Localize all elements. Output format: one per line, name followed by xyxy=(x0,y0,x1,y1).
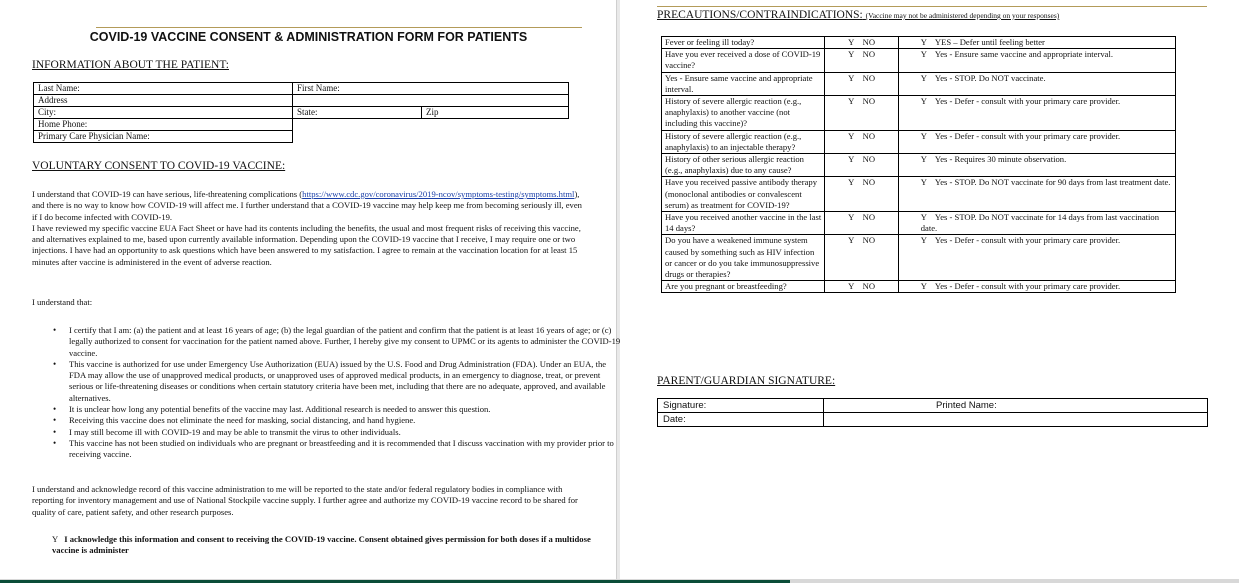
precaution-row xyxy=(662,177,1176,212)
empty-cell xyxy=(293,119,569,131)
signature-table xyxy=(657,398,1208,427)
answer-cell[interactable]: Y Yes - Defer - consult with your primary care provider. xyxy=(898,281,1175,293)
cdc-symptoms-link[interactable]: https://www.cdc.gov/coronavirus/2019-ncov/symptoms-testing/symptoms.html xyxy=(302,189,575,199)
para1-text-b: ), and there is no way to know how COVID-19 will affect me. I further understand that a COVID-19 vaccine may help keep me from becoming seriously ill, even if I do become infected with COVID-19. xyxy=(32,189,582,222)
question-cell: History of severe allergic reaction (e.g., anaphylaxis) to another vaccine (not including this vaccine)? xyxy=(662,96,825,131)
bullet-item: • I certify that I am: (a) the patient and at least 16 years of age; (b) the legal guardian of the patient and confirm that the patient is at least 16 years of age; or (c) legally authorized to consent for vaccination for the patient named above. Further, I hereby give my consent to UPMC or its agents to administer the COVID-19 vaccine. xyxy=(69,325,621,359)
precaution-row xyxy=(662,49,1176,72)
question-cell: Yes - Ensure same vaccine and appropriate interval. xyxy=(662,72,825,95)
bullet-item: • This vaccine has not been studied on individuals who are pregnant or breastfeeding and it is recommended that I discuss vaccination with my provider prior to receiving vaccine. xyxy=(69,438,621,461)
signature-field[interactable]: Signature: xyxy=(658,399,824,413)
title-rule xyxy=(96,27,582,28)
record-paragraph: I understand and acknowledge record of this vaccine administration to me will be reported to the state and/or federal regulatory bodies in compliance with reporting for inventory management and use of National Stockpile vaccine supply. I further agree and authorize my COVID-19 vaccine record to be shared for quality of care, patient safety, and other research purposes. xyxy=(32,484,578,517)
yes-no-cell[interactable]: Y NO xyxy=(825,130,898,153)
precaution-row xyxy=(662,37,1176,49)
state-field[interactable]: State: xyxy=(293,107,422,119)
yes-no-cell[interactable]: Y NO xyxy=(825,235,898,281)
question-cell: Have you ever received a dose of COVID-19 vaccine? xyxy=(662,49,825,72)
acknowledgement-text: I acknowledge this information and consent to receiving the COVID-19 vaccine. Consent obtained gives permission for both doses if a multidose vaccine is administer xyxy=(52,534,591,556)
answer-cell[interactable]: Y Yes - STOP. Do NOT vaccinate for 90 days from last treatment date. xyxy=(898,177,1175,212)
precaution-row xyxy=(662,235,1176,281)
date-field[interactable]: Date: xyxy=(658,413,824,427)
precaution-row xyxy=(662,212,1176,235)
acknowledgement xyxy=(52,534,597,557)
precautions-header xyxy=(657,9,1059,21)
acknowledge-checkbox[interactable]: Y xyxy=(52,534,59,544)
precautions-table xyxy=(661,36,1176,293)
answer-cell[interactable]: Y Yes - Requires 30 minute observation. xyxy=(898,154,1175,177)
home-phone-field[interactable]: Home Phone: xyxy=(34,119,293,131)
question-cell: History of other serious allergic reaction (e.g., anaphylaxis) due to any cause? xyxy=(662,154,825,177)
city-field[interactable]: City: xyxy=(34,107,293,119)
signature-header: PARENT/GUARDIAN SIGNATURE: xyxy=(657,375,836,387)
understand-label: I understand that: xyxy=(32,297,93,307)
header-rule xyxy=(657,6,1207,7)
answer-cell[interactable]: Y YES – Defer until feeling better xyxy=(898,37,1175,49)
para1-text-a: I understand that COVID-19 can have serious, life-threatening complications ( xyxy=(32,189,303,199)
precautions-page xyxy=(620,0,1239,583)
precaution-row xyxy=(662,130,1176,153)
para2-text: I have reviewed my specific vaccine EUA Fact Sheet or have had its contents including the benefits, the usual and most frequent risks of receiving this vaccine, and alternatives explained to me, based upon currently available information. Depending upon the COVID-19 vaccine that I receive, I may require one or two injections. I have had an opportunity to ask questions which have been answered to my satisfaction. I agree to remain at the vaccination location for at least 15 minutes after vaccine is administered in the event of adverse reaction. xyxy=(32,222,581,267)
yes-no-cell[interactable]: Y NO xyxy=(825,96,898,131)
bullet-item: • It is unclear how long any potential benefits of the vaccine may last. Additional research is needed to answer this question. xyxy=(69,404,621,415)
answer-cell[interactable]: Y Yes - Defer - consult with your primary care provider. xyxy=(898,235,1175,281)
precaution-row xyxy=(662,72,1176,95)
yes-no-cell[interactable]: Y NO xyxy=(825,177,898,212)
precaution-row xyxy=(662,154,1176,177)
consent-bullet-list xyxy=(32,325,621,461)
bullet-item: • I may still become ill with COVID-19 and may be able to transmit the virus to other individuals. xyxy=(69,427,621,438)
consent-header: VOLUNTARY CONSENT TO COVID-19 VACCINE: xyxy=(32,160,286,172)
question-cell: History of severe allergic reaction (e.g., anaphylaxis) to an injectable therapy? xyxy=(662,130,825,153)
precautions-title: PRECAUTIONS/CONTRAINDICATIONS: xyxy=(657,9,863,21)
yes-no-cell[interactable]: Y NO xyxy=(825,72,898,95)
yes-no-cell[interactable]: Y NO xyxy=(825,154,898,177)
answer-cell[interactable]: Y Yes - Ensure same vaccine and appropriate interval. xyxy=(898,49,1175,72)
empty-cell xyxy=(293,131,569,143)
precautions-note: (Vaccine may not be administered depending on your responses) xyxy=(865,11,1060,20)
physician-field[interactable]: Primary Care Physician Name: xyxy=(34,131,293,143)
yes-no-cell[interactable]: Y NO xyxy=(825,281,898,293)
answer-cell[interactable]: Y Yes - Defer - consult with your primary care provider. xyxy=(898,130,1175,153)
address-field[interactable]: Address xyxy=(34,95,293,107)
precaution-row xyxy=(662,96,1176,131)
answer-cell[interactable]: Y Yes - Defer - consult with your primary care provider. xyxy=(898,96,1175,131)
form-title: COVID-19 VACCINE CONSENT & ADMINISTRATION FORM FOR PATIENTS xyxy=(89,30,528,44)
question-cell: Have you received passive antibody therapy (monoclonal antibodies or convalescent serum) as treatment for COVID-19? xyxy=(662,177,825,212)
yes-no-cell[interactable]: Y NO xyxy=(825,49,898,72)
date-field-cont[interactable] xyxy=(824,413,1208,427)
first-name-field[interactable]: First Name: xyxy=(293,83,569,95)
answer-cell[interactable]: Y Yes - STOP. Do NOT vaccinate. xyxy=(898,72,1175,95)
bullet-item: • Receiving this vaccine does not eliminate the need for masking, social distancing, and hand hygiene. xyxy=(69,415,621,426)
patient-info-header: INFORMATION ABOUT THE PATIENT: xyxy=(32,59,229,71)
horizontal-scrollbar[interactable] xyxy=(0,579,1239,583)
intro-paragraph xyxy=(32,189,584,268)
question-cell: Do you have a weakened immune system caused by something such as HIV infection or cancer or do you take immunosuppressive drugs or therapies? xyxy=(662,235,825,281)
printed-name-field[interactable]: Printed Name: xyxy=(824,399,1208,413)
question-cell: Are you pregnant or breastfeeding? xyxy=(662,281,825,293)
answer-cell[interactable]: Y Yes - STOP. Do NOT vaccinate for 14 days from last vaccination date. xyxy=(898,212,1175,235)
zip-field[interactable]: Zip xyxy=(422,107,569,119)
precaution-row xyxy=(662,281,1176,293)
bullet-item: • This vaccine is authorized for use under Emergency Use Authorization (EUA) issued by the U.S. Food and Drug Administration (FDA). Under an EUA, the FDA may allow the use of unapproved medical products, or unapproved uses of approved medical products, in an emergency to diagnose, treat, or prevent serious or life-threatening diseases or conditions when certain statutory criteria have been met, including that there are no adequate, approved, and available alternatives. xyxy=(69,359,621,404)
yes-no-cell[interactable]: Y NO xyxy=(825,212,898,235)
yes-no-cell[interactable]: Y NO xyxy=(825,37,898,49)
last-name-field[interactable]: Last Name: xyxy=(34,83,293,95)
patient-info-table xyxy=(33,82,569,143)
question-cell: Have you received another vaccine in the last 14 days? xyxy=(662,212,825,235)
question-cell: Fever or feeling ill today? xyxy=(662,37,825,49)
address-field-cont[interactable] xyxy=(293,95,569,107)
